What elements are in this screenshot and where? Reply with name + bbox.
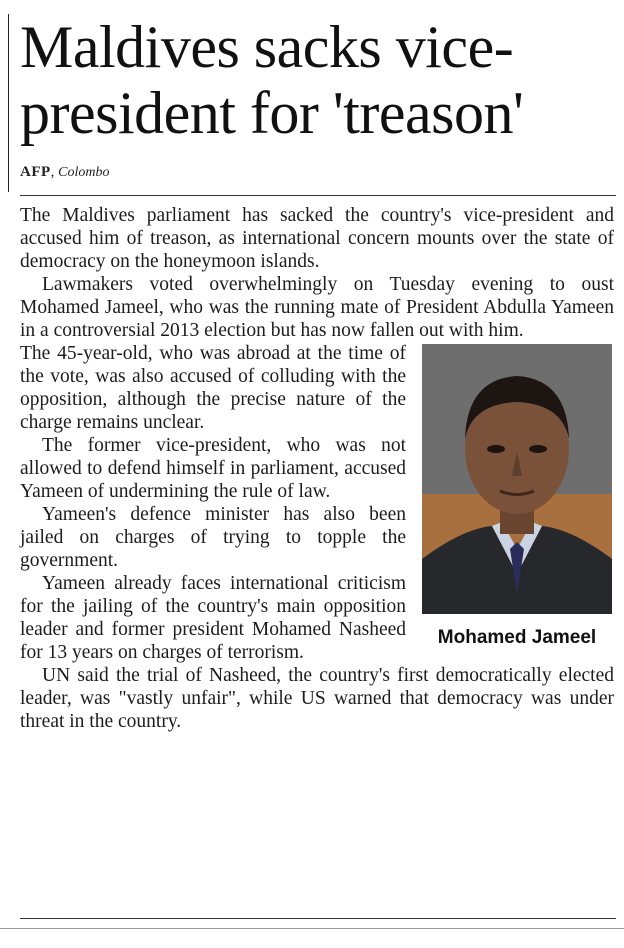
paragraph-2: Lawmakers voted overwhelmingly on Tuesday evening to oust Mohamed Jameel, who was the running mate of President Abdulla Yameen in a controversial 2013 election but has now fallen out with him. bbox=[20, 274, 614, 341]
page-edge-rule bbox=[0, 928, 624, 929]
article-body bbox=[20, 204, 614, 733]
photo-box bbox=[420, 342, 614, 650]
paragraph-1: The Maldives parliament has sacked the country's vice-president and accused him of treason, as international concern mounts over the state of democracy on the honeymoon islands. bbox=[20, 205, 614, 272]
paragraph-6: Yameen already faces international criticism for the jailing of the country's main opposition leader and former president Mohamed Nasheed for 13 years on charges of terrorism. bbox=[20, 573, 406, 663]
photo-caption: Mohamed Jameel bbox=[437, 627, 597, 648]
headline-side-rule bbox=[8, 14, 9, 192]
paragraph-4: The former vice-president, who was not allowed to defend himself in parliament, accused Yameen of undermining the rule of law. bbox=[20, 435, 406, 502]
top-divider bbox=[20, 195, 616, 196]
bottom-divider bbox=[20, 918, 616, 919]
paragraph-3: The 45-year-old, who was abroad at the time of the vote, was also accused of colluding with the opposition, although the precise nature of the charge remains unclear. bbox=[20, 343, 406, 433]
portrait-photo bbox=[422, 344, 612, 614]
paragraph-7: UN said the trial of Nasheed, the country's first democratically elected leader, was "vastly unfair", while US warned that democracy was under threat in the country. bbox=[20, 665, 614, 732]
portrait-illustration bbox=[422, 344, 612, 614]
byline-place: Colombo bbox=[58, 165, 110, 180]
byline-separator: , bbox=[50, 164, 55, 180]
byline-agency: AFP bbox=[20, 164, 51, 180]
byline bbox=[20, 164, 110, 181]
paragraph-5: Yameen's defence minister has also been jailed on charges of trying to topple the government. bbox=[20, 504, 406, 571]
headline: Maldives sacks vice-president for 'treason' bbox=[20, 14, 524, 146]
